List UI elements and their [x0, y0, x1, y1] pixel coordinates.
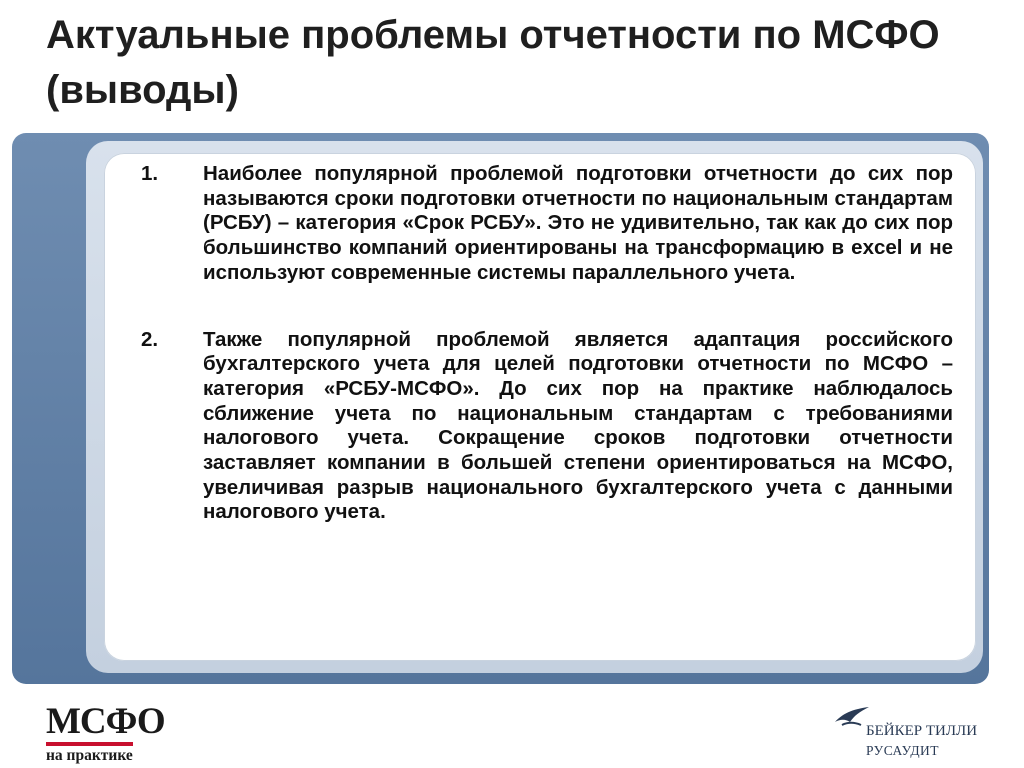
list-item — [141, 328, 953, 526]
slide-title: Актуальные проблемы отчетности по МСФО (выводы) — [46, 13, 940, 112]
conclusions-list — [141, 162, 953, 525]
baker-tilly-logo — [834, 706, 1004, 762]
list-item — [141, 162, 953, 286]
bird-logo-icon — [834, 706, 870, 730]
msfo-logo-main: МСФО — [46, 701, 165, 742]
msfo-logo — [46, 703, 186, 763]
list-item-text: Наиболее популярной проблемой подготовки отчетности до сих пор называются сроки подготовки отчетности по национальным стандартам (РСБУ) – категория «Срок РСБУ». Это не удивительно, так как до сих пор большинство компаний ориентированы на трансформацию в excel и не используют современные системы параллельного учета. — [203, 162, 953, 284]
list-item-number: 1. — [141, 162, 159, 185]
list-item-text: Также популярной проблемой является адаптация российского бухгалтерского учета для целей подготовки отчетности по МСФО – категория «РСБУ-МСФО». До сих пор на практике наблюдалось сближение учета по национальным стандартам с требованиями налогового учета. Сокращение сроков подготовки отчетности заставляет компании в большей степени ориентироваться на МСФО, увеличивая разрыв национального бухгалтерского учета с данными налогового учета. — [203, 327, 953, 524]
msfo-logo-sub: на практике — [46, 742, 133, 765]
baker-tilly-name: БЕЙКЕР ТИЛЛИ — [866, 723, 978, 739]
list-item-number: 2. — [141, 327, 159, 351]
baker-tilly-sub: РУСАУДИТ — [866, 743, 940, 758]
